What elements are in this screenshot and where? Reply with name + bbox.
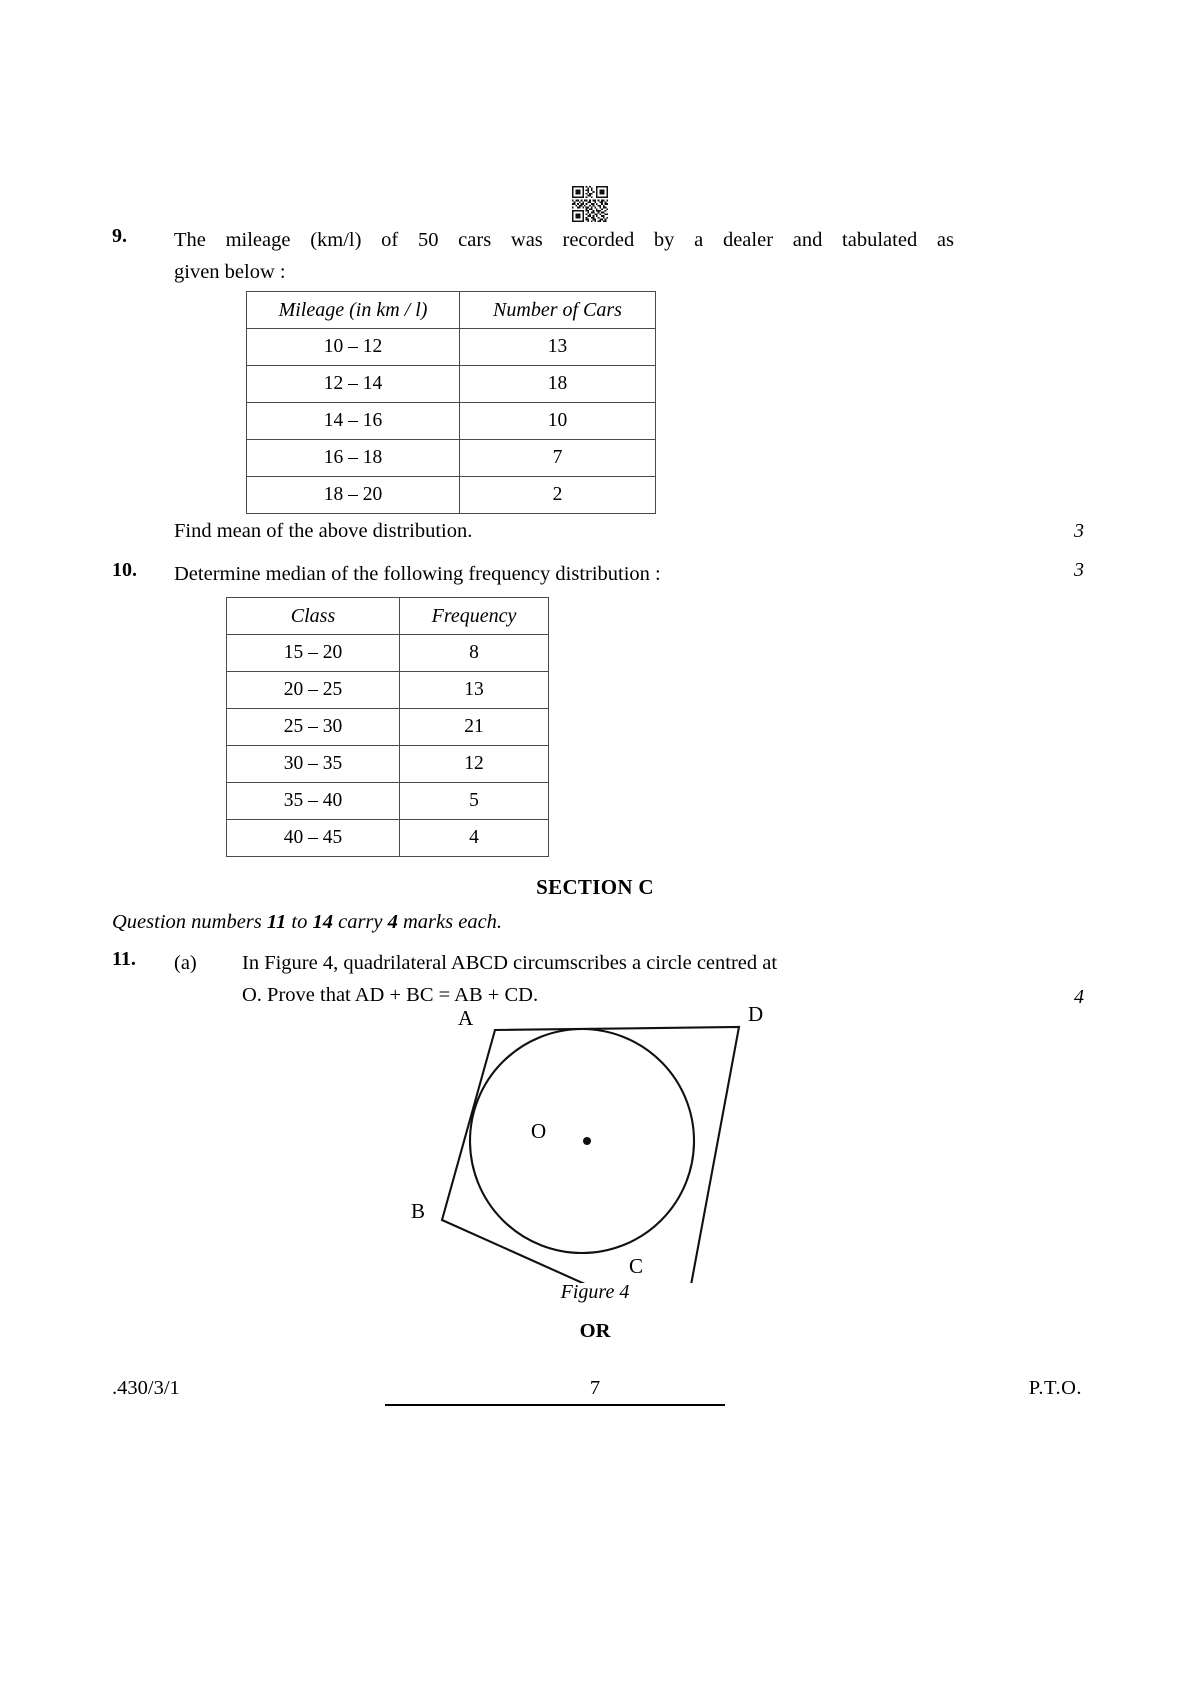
cell-class: 20 – 25 [227,672,400,709]
table-row [227,672,549,709]
frequency-header: Frequency [400,598,549,635]
table-row [227,635,549,672]
vertex-label-c: C [629,1254,644,1278]
table-row [247,366,656,403]
inscribed-circle [470,1029,694,1253]
centre-point-dot [583,1137,591,1145]
table-row [227,783,549,820]
question-11-line-1 [174,948,777,980]
cell-class: 40 – 45 [227,820,400,857]
table-row [247,403,656,440]
question-9-marks: 3 [1074,520,1084,542]
pto-label: P.T.O. [1028,1377,1082,1399]
or-separator: OR [579,1320,611,1342]
question-9-line-2: given below : [174,260,286,283]
question-11 [112,948,1012,1012]
question-10-text: Determine median of the following frequency distribution : [174,563,661,585]
cell-class: 15 – 20 [227,635,400,672]
cell-value: 12 [400,746,549,783]
footer-divider [385,1404,725,1407]
question-9-prompt: Find mean of the above distribution. [174,520,473,542]
question-10-marks: 3 [1074,559,1084,581]
mileage-header-class: Mileage (in km / l) [247,292,460,329]
question-9 [112,225,1012,289]
table-row [227,709,549,746]
question-11-line-2 [174,980,777,1012]
mileage-table [246,291,656,514]
cell-class: 14 – 16 [247,403,460,440]
cell-value: 2 [460,477,656,514]
section-c-note [112,911,502,934]
note-first-question: 11 [266,911,287,933]
question-10 [112,559,1012,591]
figure-4-diagram [395,1008,795,1283]
question-11-sub-label: (a) [174,952,197,974]
cell-class: 10 – 12 [247,329,460,366]
class-header: Class [227,598,400,635]
question-11-line-2-text: O. Prove that AD + BC = AB + CD. [242,983,539,1006]
question-9-line-1: The mileage (km/l) of 50 cars was recorded by a dealer and tabulated as [174,229,954,251]
cell-class: 18 – 20 [247,477,460,514]
section-c-heading: SECTION C [536,875,654,899]
cell-value: 13 [400,672,549,709]
table-header-row [227,598,549,635]
table-row [227,746,549,783]
question-9-number: 9. [112,225,127,247]
cell-class: 35 – 40 [227,783,400,820]
cell-class: 12 – 14 [247,366,460,403]
mileage-header-count: Number of Cars [460,292,656,329]
cell-class: 16 – 18 [247,440,460,477]
table-row [247,477,656,514]
table-row [227,820,549,857]
cell-value: 8 [400,635,549,672]
table-row [247,440,656,477]
vertex-label-b: B [411,1199,426,1223]
table-header-row [247,292,656,329]
cell-value: 13 [460,329,656,366]
vertex-label-d: D [748,1002,764,1026]
cell-value: 21 [400,709,549,746]
note-marks: 4 [387,911,398,933]
cell-value: 4 [400,820,549,857]
paper-code: .430/3/1 [112,1377,180,1399]
note-mid-1: to [286,911,313,933]
table-row [247,329,656,366]
question-11-marks: 4 [1074,986,1084,1008]
cell-value: 5 [400,783,549,820]
figure-caption: Figure 4 [560,1281,630,1303]
note-mid-2: carry [332,911,388,933]
question-11-number: 11. [112,948,136,970]
page-number: 7 [589,1377,601,1399]
question-11-line-1-text: In Figure 4, quadrilateral ABCD circumscribes a circle centred at [242,952,778,974]
quadrilateral-abcd [442,1027,739,1283]
cell-value: 7 [460,440,656,477]
note-suffix: marks each. [397,911,503,933]
cell-class: 25 – 30 [227,709,400,746]
question-11-text [174,948,777,1012]
question-10-number: 10. [112,559,137,581]
cell-value: 18 [460,366,656,403]
cell-class: 30 – 35 [227,746,400,783]
centre-label-o: O [531,1119,547,1143]
qr-code-icon [572,186,608,222]
class-frequency-table [226,597,549,857]
note-last-question: 14 [312,911,333,933]
note-prefix: Question numbers [112,911,267,933]
question-9-text [174,225,954,289]
cell-value: 10 [460,403,656,440]
vertex-label-a: A [458,1006,474,1030]
